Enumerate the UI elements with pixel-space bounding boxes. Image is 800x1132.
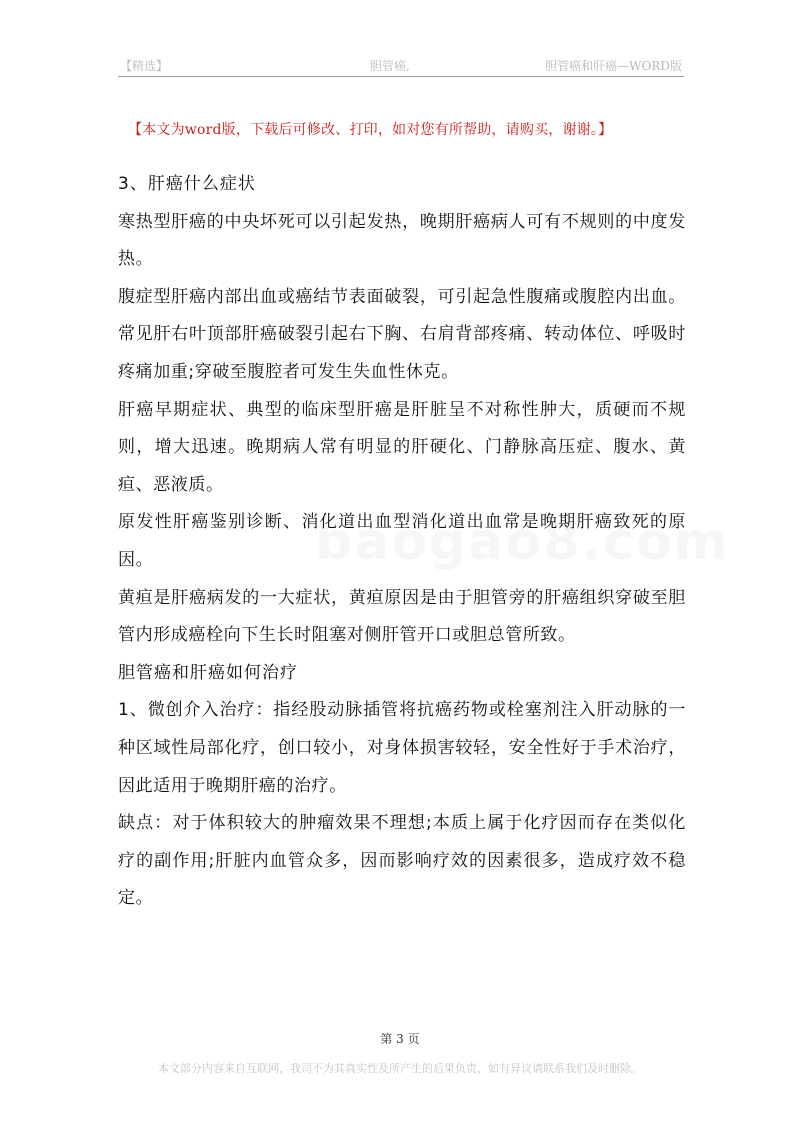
paragraph-jaundice: 黄疸是肝癌病发的一大症状，黄疸原因是由于胆管旁的肝癌组织穿破至胆管内形成癌栓向下生长时阻塞对侧肝管开口或胆总管所致。 <box>118 587 686 646</box>
section-heading-treatment: 胆管癌和肝癌如何治疗 <box>118 662 298 683</box>
header-right-label: 胆管癌和肝癌—WORD版 <box>545 59 682 73</box>
paragraph-minimally-invasive: 1、微创介入治疗：指经股动脉插管将抗癌药物或栓塞剂注入肝动脉的一种区域性局部化疗，创口较小，对身体损害较轻，安全性好于手术治疗，因此适用于晚期肝癌的治疗。 <box>118 700 686 796</box>
header-center-label: 胆管癌, <box>370 59 410 73</box>
paragraph-early-symptoms: 肝癌早期症状、典型的临床型肝癌是肝脏呈不对称性肿大，质硬而不规则，增大迅速。晚期病人常有明显的肝硬化、门静脉高压症、腹水、黄疸、恶液质。 <box>118 399 686 495</box>
document-body <box>118 166 686 918</box>
section-heading-symptoms: 3、肝癌什么症状 <box>118 174 256 194</box>
page-header <box>118 52 684 77</box>
paragraph-drawbacks: 缺点：对于体积较大的肿瘤效果不理想;本质上属于化疗因而存在类似化疗的副作用;肝脏内血管众多，因而影响疗效的因素很多，造成疗效不稳定。 <box>118 813 686 909</box>
footer-disclaimer: 本文部分内容来自互联网，我司不为其真实性及所产生的后果负责，如有异议请联系我们及时删除。 <box>158 1062 642 1075</box>
paragraph-fever: 寒热型肝癌的中央坏死可以引起发热，晚期肝癌病人可有不规则的中度发热。 <box>118 211 686 270</box>
page-number: 第 3 页 <box>380 1032 420 1046</box>
paragraph-abdominal: 腹症型肝癌内部出血或癌结节表面破裂，可引起急性腹痛或腹腔内出血。常见肝右叶顶部肝癌破裂引起右下胸、右肩背部疼痛、转动体位、呼吸时疼痛加重;穿破至腹腔者可发生失血性休克。 <box>118 286 686 382</box>
paragraph-diagnosis: 原发性肝癌鉴别诊断、消化道出血型消化道出血常是晚期肝癌致死的原因。 <box>118 512 686 570</box>
header-left-label: 【精选】 <box>120 59 169 73</box>
purchase-notice: 【本文为word版，下载后可修改、打印，如对您有所帮助，请购买，谢谢。】 <box>128 122 613 138</box>
